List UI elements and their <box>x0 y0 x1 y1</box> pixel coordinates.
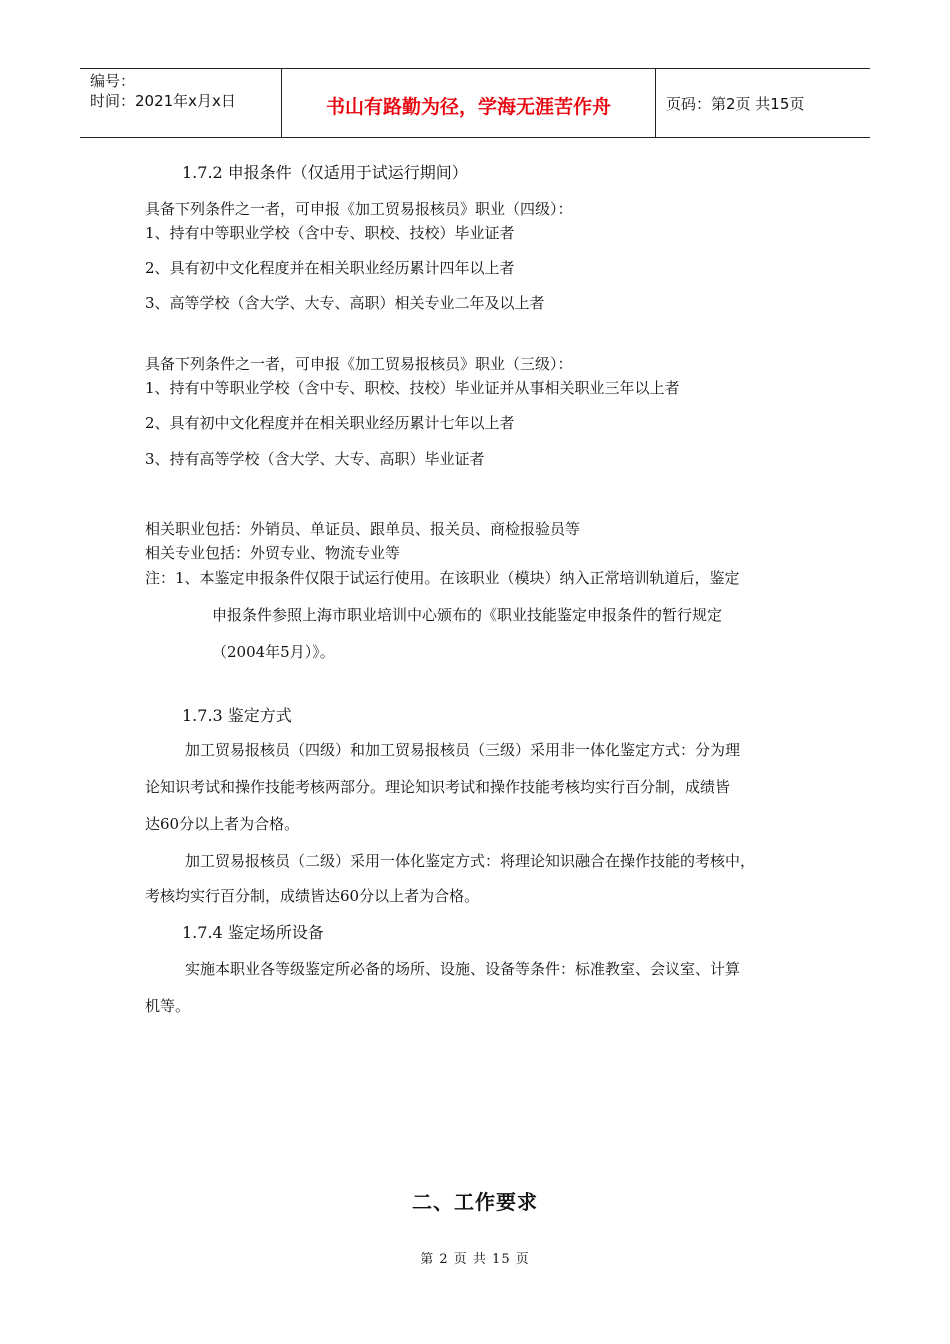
header-motto: 书山有路勤为径，学海无涯苦作舟 <box>282 69 656 137</box>
paragraph-line: 机等。 <box>145 997 191 1015</box>
time-label: 时间：2021年x月x日 <box>90 92 236 110</box>
paragraph-line: 加工贸易报核员（四级）和加工贸易报核员（三级）采用非一体化鉴定方式：分为理 <box>185 741 741 759</box>
related-jobs: 相关职业包括：外销员、单证员、跟单员、报关员、商检报验员等 <box>145 520 581 538</box>
level4-item: 1、持有中等职业学校（含中专、职校、技校）毕业证者 <box>145 224 515 242</box>
section-1-7-4-title: 1.7.4 鉴定场所设备 <box>182 923 324 942</box>
level4-item: 2、具有初中文化程度并在相关职业经历累计四年以上者 <box>145 259 515 277</box>
level4-intro: 具备下列条件之一者，可申报《加工贸易报核员》职业（四级）： <box>145 200 573 218</box>
note-line: 注：1、本鉴定申报条件仅限于试运行使用。在该职业（模块）纳入正常培训轨道后，鉴定 <box>145 569 740 587</box>
paragraph-line: 加工贸易报核员（二级）采用一体化鉴定方式：将理论知识融合在操作技能的考核中， <box>185 852 756 870</box>
related-majors: 相关专业包括：外贸专业、物流专业等 <box>145 544 401 562</box>
level4-item: 3、高等学校（含大学、大专、高职）相关专业二年及以上者 <box>145 294 545 312</box>
paragraph-line: 实施本职业各等级鉴定所必备的场所、设施、设备等条件：标准教室、会议室、计算 <box>185 960 741 978</box>
note-line: 申报条件参照上海市职业培训中心颁布的《职业技能鉴定申报条件的暂行规定 <box>212 606 723 624</box>
header-page-info: 页码：第2页 共15页 <box>666 94 805 113</box>
note-line: （2004年5月）》。 <box>212 643 335 661</box>
page-footer: 第 2 页 共 15 页 <box>420 1252 530 1267</box>
level3-item: 3、持有高等学校（含大学、大专、高职）毕业证者 <box>145 450 485 468</box>
paragraph-line: 考核均实行百分制，成绩皆达60分以上者为合格。 <box>145 887 480 905</box>
section-1-7-3-title: 1.7.3 鉴定方式 <box>182 706 292 725</box>
code-label: 编号： <box>90 72 136 90</box>
level3-item: 1、持有中等职业学校（含中专、职校、技校）毕业证并从事相关职业三年以上者 <box>145 379 680 397</box>
level3-item: 2、具有初中文化程度并在相关职业经历累计七年以上者 <box>145 414 515 432</box>
section-1-7-2-title: 1.7.2 申报条件（仅适用于试运行期间） <box>182 163 468 182</box>
paragraph-line: 论知识考试和操作技能考核两部分。理论知识考试和操作技能考核均实行百分制，成绩皆 <box>145 778 731 796</box>
level3-intro: 具备下列条件之一者，可申报《加工贸易报核员》职业（三级）： <box>145 355 573 373</box>
paragraph-line: 达60分以上者为合格。 <box>145 815 300 833</box>
chapter-title: 二、工作要求 <box>412 1190 538 1214</box>
header-meta <box>80 69 282 137</box>
page-header <box>80 68 870 138</box>
